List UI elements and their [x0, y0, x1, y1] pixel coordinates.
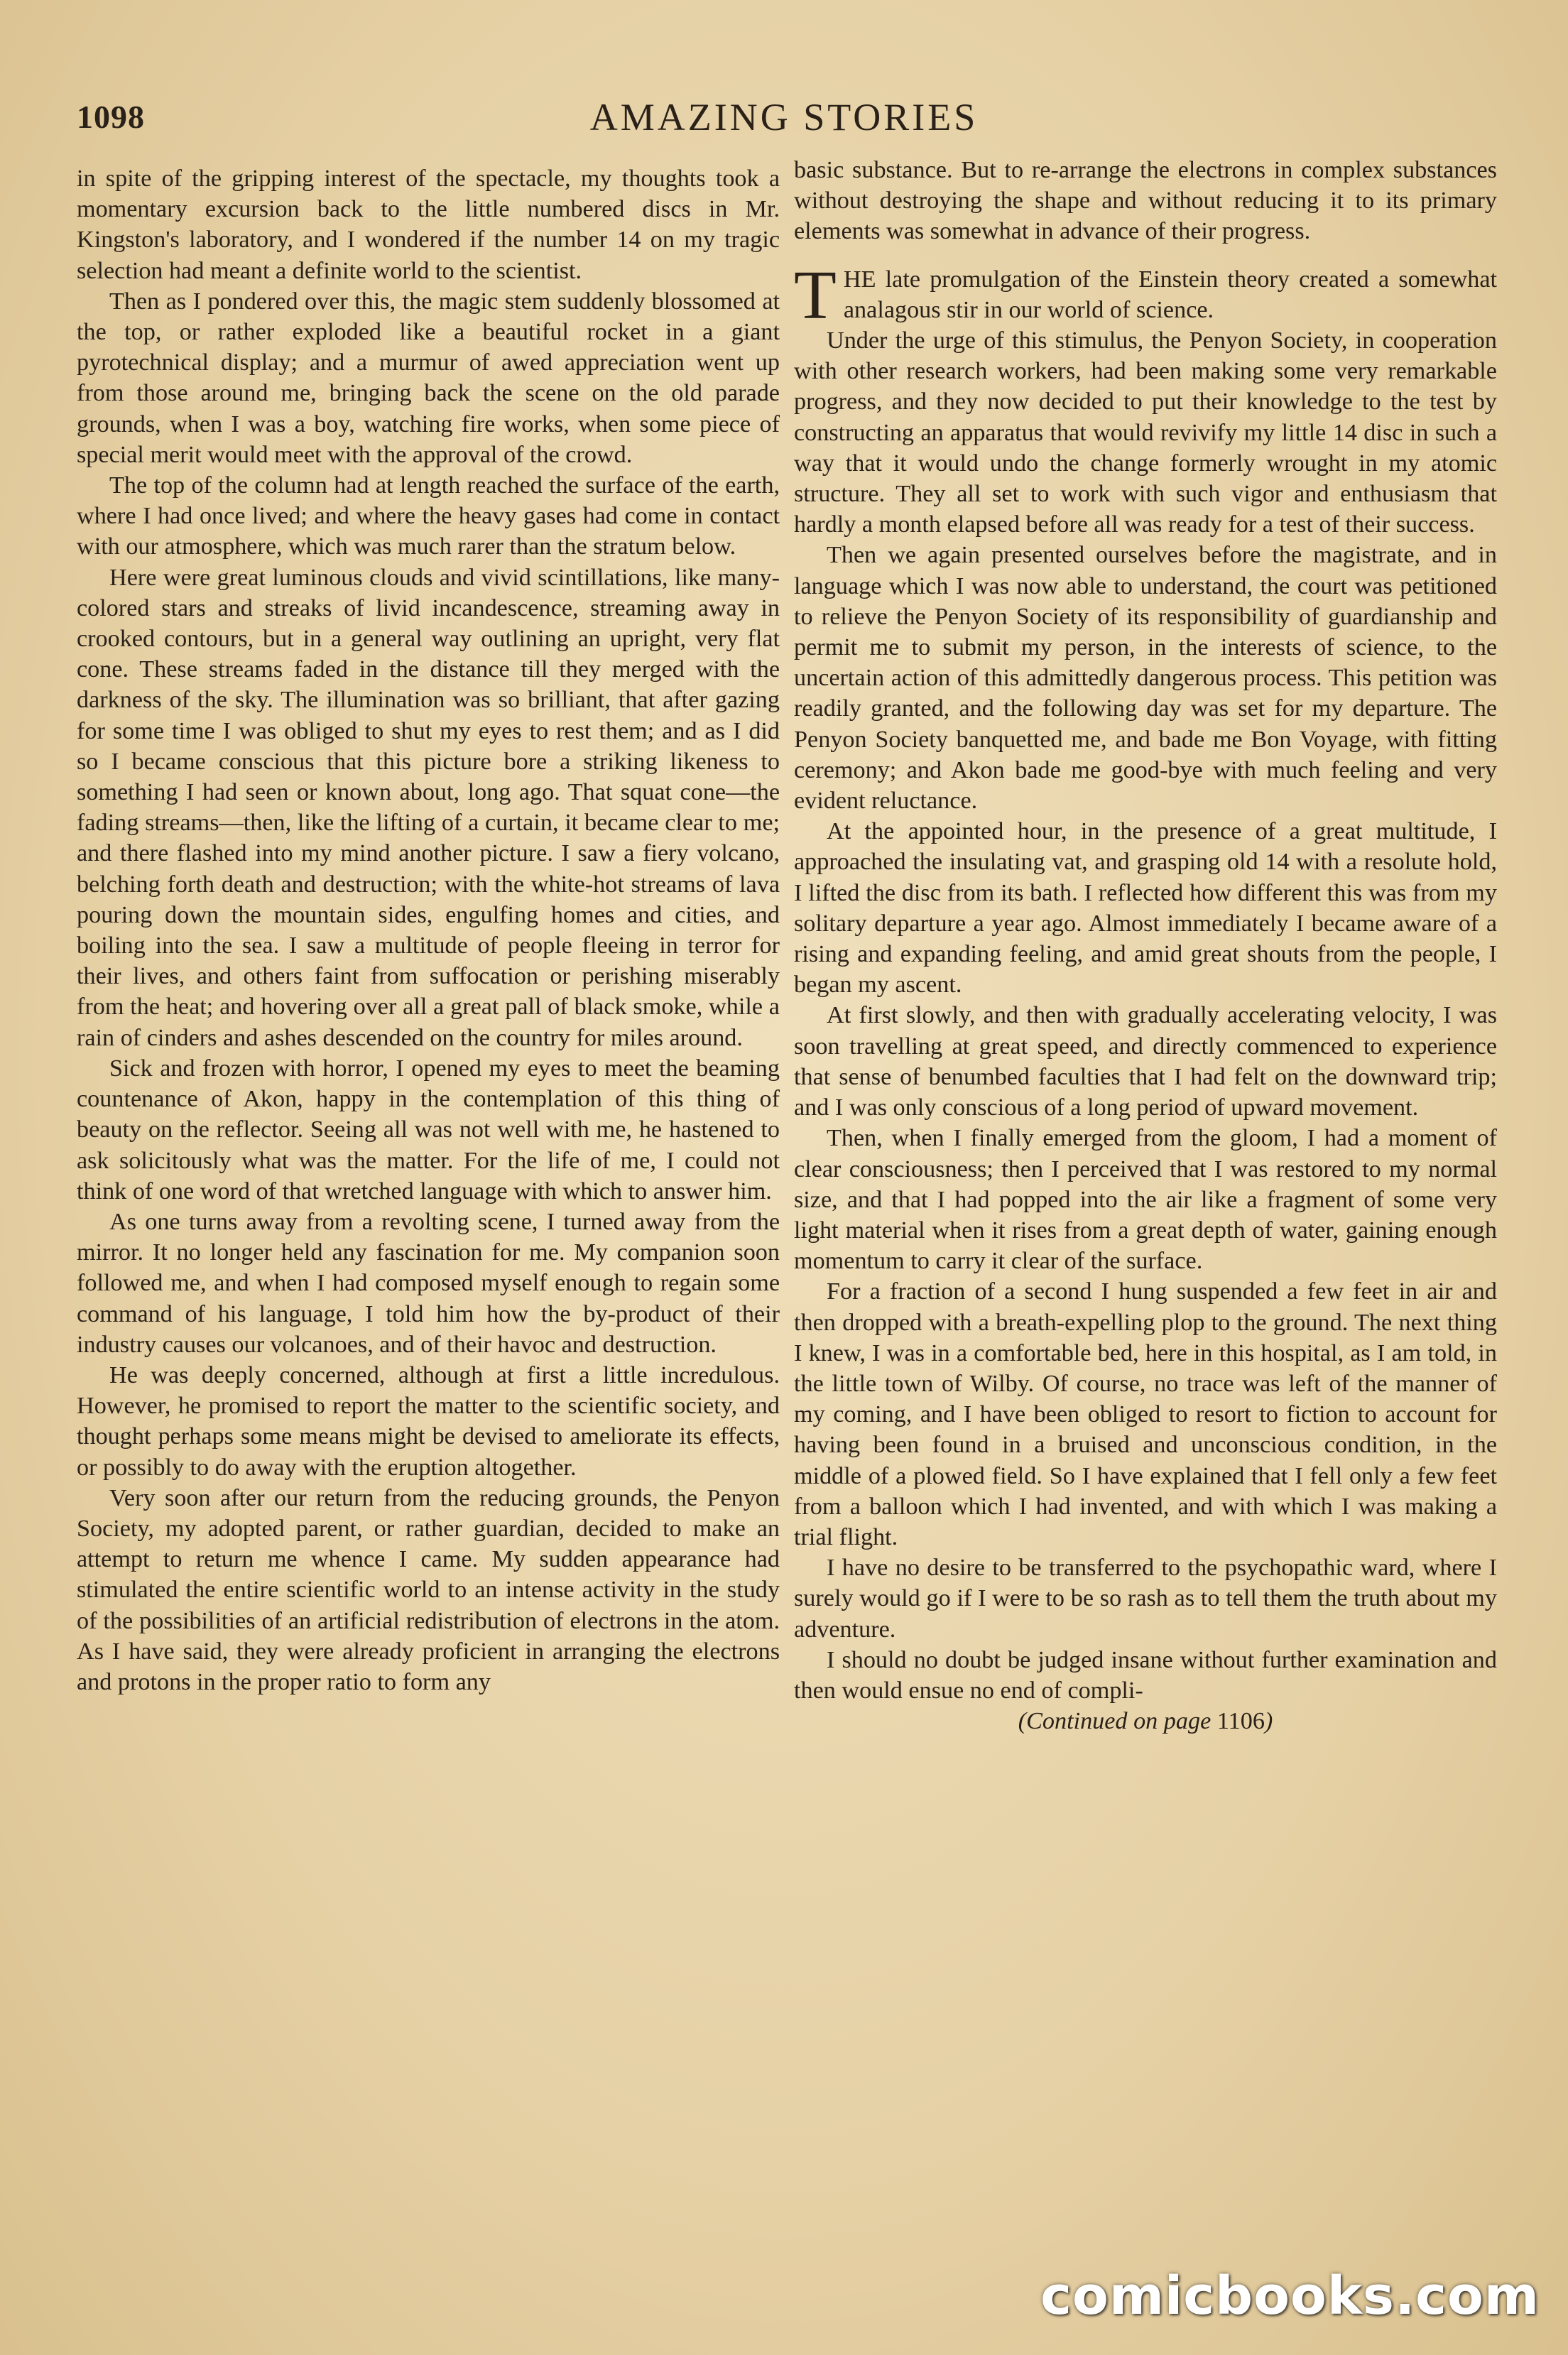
paragraph: I have no desire to be transferred to the psychopathic ward, where I surely would go if I were to be so rash as to tell them the truth about my adventure. — [794, 1555, 1497, 1643]
paragraph: He was deeply concerned, although at first a little incredulous. However, he promised to report the matter to the scientific society, and thought perhaps some means might be devised to ameliorate its effects, or possibly to do away with the eruption altogether. — [77, 1361, 780, 1481]
left-column — [77, 163, 780, 1697]
paragraph: The top of the column had at length reached the surface of the earth, where I had once lived; and where the heavy gases had come in contact with our atmosphere, which was much rarer than the stratum below. — [77, 472, 780, 560]
paragraph: At first slowly, and then with gradually accelerating velocity, I was soon travelling at great speed, and directly commenced to experience that sense of benumbed faculties that I had felt on the downward trip; and I was only conscious of a long period of upward movement. — [794, 1002, 1497, 1121]
continued-page-number: 1106 — [1216, 1708, 1265, 1735]
paragraph: At the appointed hour, in the presence of a great multitude, I approached the insulating vat, and grasping old 14 with a resolute hold, I lifted the disc from its bath. I reflected how different this was from my solitary departure a year ago. Almost immediately I became aware of a rising and expanding feeling, and amid great shouts from the people, I began my ascent. — [794, 818, 1497, 999]
paragraph: Here were great luminous clouds and vivid scintillations, like many-colored stars and streaks of livid incandescence, streaming away in crooked contours, but in a general way outlining an upright, very flat cone. These streams faded in the distance till they merged with the darkness of the sky. The illumination was so brilliant, that after gazing for some time I was obliged to shut my eyes to rest them; and as I did so I became conscious that this picture bore a striking likeness to something I had seen or known about, long ago. That squat cone—the fading streams—then, like the lifting of a curtain, it became clear to me; and there flashed into my mind another picture. I saw a fiery volcano, belching forth death and destruction; with the white-hot streams of lava pouring down the mountain sides, engulfing homes and cities, and boiling into the sea. I saw a multitude of people fleeing in terror for their lives, and others faint from suffocation or perishing miserably from the heat; and hovering over all a great pall of black smoke, while a rain of cinders and ashes descended on the country for miles around. — [77, 564, 780, 1051]
right-column — [794, 155, 1497, 1736]
paragraph: For a fraction of a second I hung suspended a few feet in air and then dropped with a breath-expelling plop to the ground. The next thing I knew, I was in a comfortable bed, here in this hospital, as I am told, in the little town of Wilby. Of course, no trace was left of the manner of my coming, and I have been obliged to resort to fiction to account for having been found in a bruised and unconscious condition, in the middle of a plowed field. So I have explained that I fell only a few feet from a balloon which I had invented, and with which I was making a trial flight. — [794, 1278, 1497, 1550]
drop-cap: T — [794, 256, 837, 334]
paragraph: basic substance. But to re-arrange the electrons in complex substances without destroying the shape and without reducing it to its primary elements was somewhat in advance of their progress. — [794, 157, 1497, 245]
continued-label: Continued on page — [1026, 1708, 1212, 1735]
drop-cap-continuation: HE late promulgation of the Einstein theory created a somewhat analagous stir in our world of science. — [843, 266, 1497, 323]
continued-notice: (Continued on page 1106) — [1018, 1708, 1273, 1735]
paragraph: Sick and frozen with horror, I opened my eyes to meet the beaming countenance of Akon, happy in the contemplation of this thing of beauty on the reflector. Seeing all was not well with me, he hastened to ask solicitously what was the matter. For the life of me, I could not think of one word of that wretched language with which to answer him. — [77, 1055, 780, 1204]
paragraph: Under the urge of this stimulus, the Penyon Society, in cooperation with other research workers, had been making some very remarkable progress, and they now decided to put their knowledge to the test by constructing an apparatus that would revivify my little 14 disc in such a way that it would undo the change formerly wrought in my atomic structure. They all set to work with such vigor and enthusiasm that hardly a month elapsed before all was ready for a test of their success. — [794, 327, 1497, 538]
running-head: AMAZING STORIES — [589, 96, 979, 138]
paragraph: Then, when I finally emerged from the gloom, I had a moment of clear consciousness; then I perceived that I was restored to my normal size, and that I had popped into the air like a fragment of some very light material when it rises from a great depth of water, gaining enough momentum to carry it clear of the surface. — [794, 1125, 1497, 1275]
paragraph: As one turns away from a revolting scene, I turned away from the mirror. It no longer held any fascination for me. My companion soon followed me, and when I had composed myself enough to regain some command of his language, I told him how the by-product of their industry causes our volcanoes, and of their havoc and destruction. — [77, 1208, 780, 1358]
paragraph: Very soon after our return from the reducing grounds, the Penyon Society, my adopted parent, or rather guardian, decided to make an attempt to return me whence I came. My sudden appearance had stimulated the entire scientific world to an intense activity in the study of the possibilities of an artificial redistribution of electrons in the atom. As I have said, they were already proficient in arranging the electrons and protons in the proper ratio to form any — [77, 1484, 780, 1695]
site-watermark: comicbooks.com — [1040, 2266, 1540, 2327]
paragraph: in spite of the gripping interest of the spectacle, my thoughts took a momentary excursion back to the little numbered discs in Mr. Kingston's laboratory, and I wondered if the number 14 on my tragic selection had meant a definite world to the scientist. — [77, 165, 780, 284]
paragraph: Then as I pondered over this, the magic stem suddenly blossomed at the top, or rather exploded like a beautiful rocket in a giant pyrotechnical display; and a murmur of awed appreciation went up from those around me, bringing back the scene on the old parade grounds, when I was a boy, watching fire works, when some piece of special merit would meet with the approval of the crowd. — [77, 288, 780, 468]
paragraph: Then we again presented ourselves before the magistrate, and in language which I was now able to understand, the court was petitioned to relieve the Penyon Society of its responsibility of guardianship and permit me to submit my person, in the interests of science, to the uncertain action of this admittedly dangerous process. This petition was readily granted, and the following day was set for my departure. The Penyon Society banquetted me, and bade me Bon Voyage, with fitting ceremony; and Akon bade me good-bye with much feeling and very evident reluctance. — [794, 542, 1497, 815]
section-opening-paragraph — [794, 256, 1497, 334]
page-number: 1098 — [77, 99, 145, 135]
paragraph: I should no doubt be judged insane without further examination and then would ensue no end of compli- — [794, 1646, 1497, 1704]
